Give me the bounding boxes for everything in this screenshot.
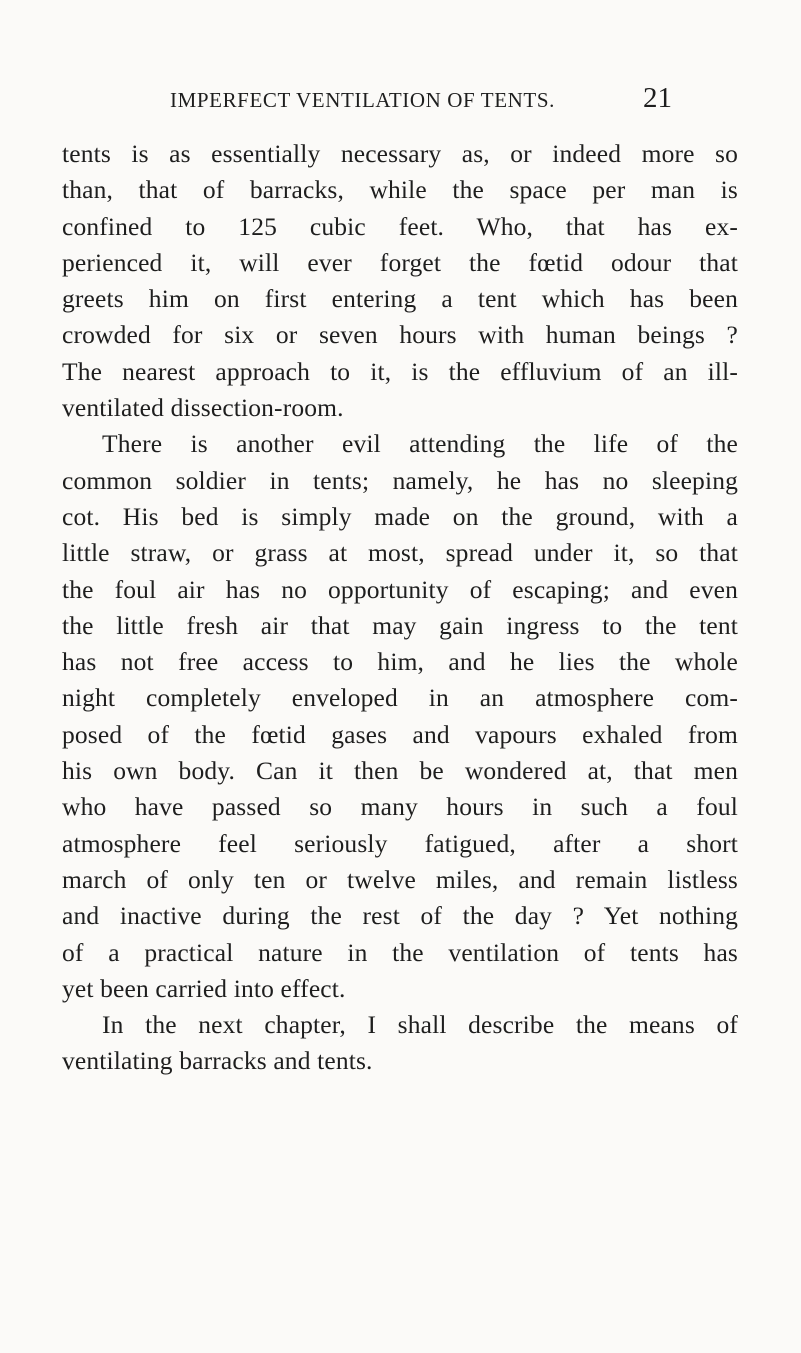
text-line: yet been carried into effect. <box>62 973 346 1003</box>
running-head: IMPERFECT VENTILATION OF TENTS. <box>170 88 555 112</box>
text-line: posed of the fœtid gases and vapours exhaled from <box>62 719 738 749</box>
text-line: march of only ten or twelve miles, and remain listless <box>62 864 738 894</box>
text-line: ventilating barracks and tents. <box>62 1046 373 1076</box>
text-line: perienced it, will ever forget the fœtid odour that <box>62 247 738 277</box>
text-line: night completely enveloped in an atmosphere com- <box>62 683 738 713</box>
text-line: common soldier in tents; namely, he has no sleeping <box>62 465 738 495</box>
text-line: In the next chapter, I shall describe the means of <box>102 1010 738 1040</box>
body-text <box>62 136 738 1080</box>
text-line: cot. His bed is simply made on the ground, with a <box>62 501 738 531</box>
text-line: little straw, or grass at most, spread under it, so that <box>62 538 738 568</box>
page-number: 21 <box>643 82 672 114</box>
text-line: the little fresh air that may gain ingress to the tent <box>62 610 738 640</box>
text-line: and inactive during the rest of the day ? Yet nothing <box>62 901 738 931</box>
text-line: of a practical nature in the ventilation of tents has <box>62 937 738 967</box>
text-line: the foul air has no opportunity of escaping; and even <box>62 574 738 604</box>
text-line: tents is as essentially necessary as, or indeed more so <box>62 139 738 168</box>
text-line: crowded for six or seven hours with human beings ? <box>62 320 738 350</box>
text-line: There is another evil attending the life of the <box>102 429 738 459</box>
text-line: greets him on first entering a tent which has been <box>62 284 738 314</box>
text-line: his own body. Can it then be wondered at, that men <box>62 756 738 786</box>
text-line: ventilated dissection-room. <box>62 393 344 423</box>
text-line: The nearest approach to it, is the effluvium of an ill- <box>62 356 738 386</box>
text-line: atmosphere feel seriously fatigued, after a short <box>62 828 738 858</box>
text-line: than, that of barracks, while the space per man is <box>62 175 738 205</box>
text-line: confined to 125 cubic feet. Who, that has ex- <box>62 211 738 241</box>
text-line: who have passed so many hours in such a foul <box>62 792 738 822</box>
text-line: has not free access to him, and he lies the whole <box>62 647 738 677</box>
